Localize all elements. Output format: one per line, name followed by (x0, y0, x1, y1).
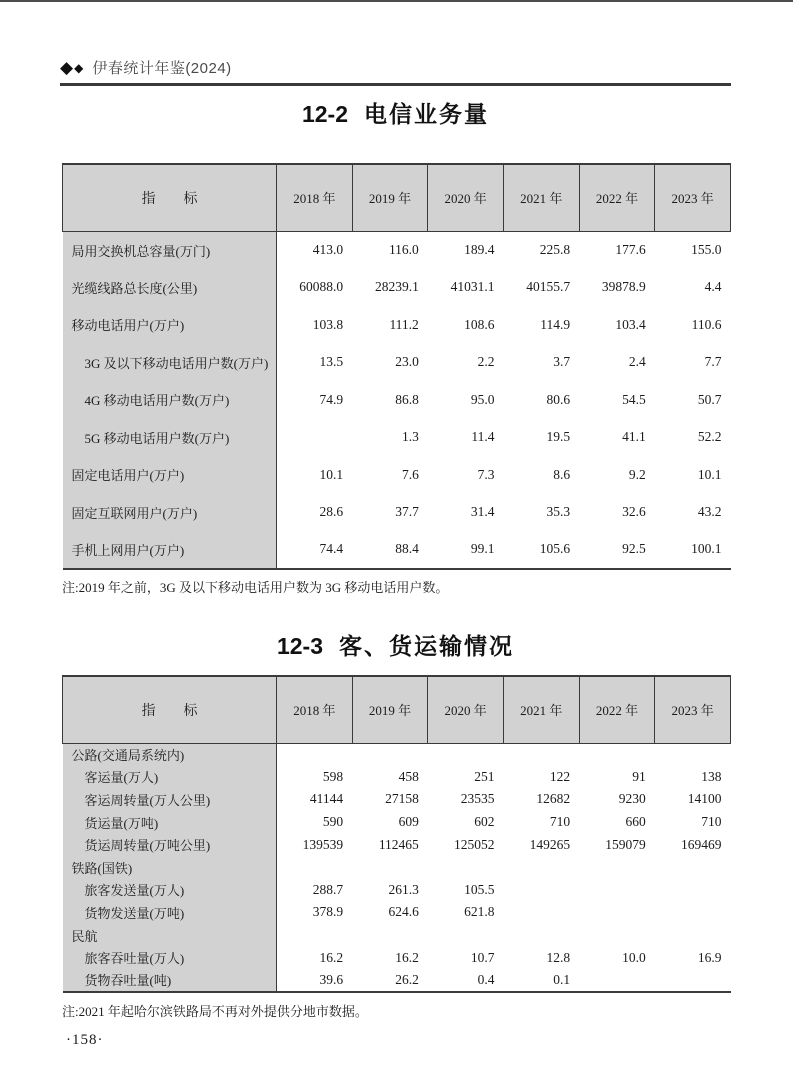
row-label: 光缆线路总长度(公里) (63, 269, 277, 307)
value-cell: 16.2 (352, 946, 428, 969)
table2-number: 12-3 (276, 633, 324, 659)
value-cell: 624.6 (352, 901, 428, 924)
indicator-column-header: 指 标 (63, 676, 277, 743)
year-column-header: 2022 年 (579, 676, 655, 743)
table-row (63, 344, 731, 382)
value-cell (579, 901, 655, 924)
value-cell (655, 901, 731, 924)
value-cell: 32.6 (579, 494, 655, 532)
row-label: 旅客吞吐量(万人) (63, 946, 277, 969)
table2-note: 注:2021 年起哈尔滨铁路局不再对外提供分地市数据。 (62, 1004, 368, 1019)
table-row (63, 531, 731, 569)
row-label: 货运量(万吨) (63, 811, 277, 834)
year-column-header: 2020 年 (428, 164, 504, 231)
value-cell: 105.5 (428, 879, 504, 902)
value-cell: 7.3 (428, 456, 504, 494)
value-cell: 598 (277, 766, 353, 789)
row-label: 旅客发送量(万人) (63, 879, 277, 902)
value-cell: 112465 (352, 833, 428, 856)
value-cell: 609 (352, 811, 428, 834)
value-cell (655, 969, 731, 992)
value-cell: 88.4 (352, 531, 428, 569)
table1-note: 注:2019 年之前，3G 及以下移动电话用户数为 3G 移动电话用户数。 (62, 580, 449, 595)
value-cell: 413.0 (277, 231, 353, 269)
row-label: 货物发送量(万吨) (63, 901, 277, 924)
table1-number: 12-2 (301, 101, 349, 127)
value-cell: 86.8 (352, 381, 428, 419)
table2-title (60, 628, 731, 661)
value-cell: 92.5 (579, 531, 655, 569)
row-label: 固定电话用户(万户) (63, 456, 277, 494)
year-column-header: 2022 年 (579, 164, 655, 231)
value-cell: 139539 (277, 833, 353, 856)
row-label: 手机上网用户(万户) (63, 531, 277, 569)
indicator-column-header: 指 标 (63, 164, 277, 231)
table-row (63, 946, 731, 969)
value-cell: 10.0 (579, 946, 655, 969)
table-row (63, 856, 731, 879)
value-cell: 28.6 (277, 494, 353, 532)
value-cell: 3.7 (503, 344, 579, 382)
year-column-header: 2020 年 (428, 676, 504, 743)
value-cell: 16.2 (277, 946, 353, 969)
value-cell (428, 924, 504, 947)
year-column-header: 2018 年 (277, 164, 353, 231)
value-cell: 19.5 (503, 419, 579, 457)
value-cell (277, 924, 353, 947)
value-cell: 41031.1 (428, 269, 504, 307)
header-row (63, 164, 731, 231)
value-cell: 122 (503, 766, 579, 789)
value-cell: 12682 (503, 788, 579, 811)
value-cell: 39878.9 (579, 269, 655, 307)
value-cell: 114.9 (503, 306, 579, 344)
value-cell: 189.4 (428, 231, 504, 269)
value-cell: 2.4 (579, 344, 655, 382)
table-row (63, 969, 731, 992)
value-cell: 149265 (503, 833, 579, 856)
value-cell: 0.1 (503, 969, 579, 992)
value-cell: 39.6 (277, 969, 353, 992)
value-cell: 103.4 (579, 306, 655, 344)
value-cell (277, 856, 353, 879)
row-label: 铁路(国铁) (63, 856, 277, 879)
table1-title (60, 96, 731, 129)
value-cell: 159079 (579, 833, 655, 856)
table-row (63, 879, 731, 902)
transport-table (62, 675, 731, 993)
value-cell: 1.3 (352, 419, 428, 457)
row-label: 客运周转量(万人公里) (63, 788, 277, 811)
table-row (63, 743, 731, 766)
value-cell: 103.8 (277, 306, 353, 344)
value-cell: 60088.0 (277, 269, 353, 307)
table-row (63, 494, 731, 532)
value-cell: 12.8 (503, 946, 579, 969)
table-row (63, 811, 731, 834)
value-cell: 74.4 (277, 531, 353, 569)
value-cell: 602 (428, 811, 504, 834)
value-cell (655, 856, 731, 879)
value-cell (579, 743, 655, 766)
value-cell: 91 (579, 766, 655, 789)
value-cell: 99.1 (428, 531, 504, 569)
value-cell: 105.6 (503, 531, 579, 569)
value-cell (352, 743, 428, 766)
value-cell: 10.1 (655, 456, 731, 494)
row-label: 固定互联网用户(万户) (63, 494, 277, 532)
value-cell: 9230 (579, 788, 655, 811)
value-cell: 54.5 (579, 381, 655, 419)
value-cell: 0.4 (428, 969, 504, 992)
value-cell: 7.7 (655, 344, 731, 382)
table2-name: 客、货运输情况 (339, 633, 515, 659)
page-top-edge (0, 0, 793, 2)
value-cell: 710 (655, 811, 731, 834)
row-label: 局用交换机总容量(万门) (63, 231, 277, 269)
diamond-icon: ◆ (60, 58, 74, 77)
value-cell: 23535 (428, 788, 504, 811)
value-cell: 13.5 (277, 344, 353, 382)
table-row (63, 456, 731, 494)
value-cell (503, 856, 579, 879)
value-cell: 108.6 (428, 306, 504, 344)
value-cell: 10.1 (277, 456, 353, 494)
value-cell: 177.6 (579, 231, 655, 269)
yearbook-title: 伊春统计年鉴(2024) (92, 60, 232, 77)
table-row (63, 788, 731, 811)
value-cell: 26.2 (352, 969, 428, 992)
value-cell: 28239.1 (352, 269, 428, 307)
table1-name: 电信业务量 (364, 101, 490, 127)
value-cell: 660 (579, 811, 655, 834)
value-cell: 10.7 (428, 946, 504, 969)
running-head (60, 57, 731, 86)
value-cell (277, 419, 353, 457)
value-cell: 261.3 (352, 879, 428, 902)
value-cell: 37.7 (352, 494, 428, 532)
year-column-header: 2023 年 (655, 676, 731, 743)
value-cell (277, 743, 353, 766)
value-cell: 74.9 (277, 381, 353, 419)
value-cell: 155.0 (655, 231, 731, 269)
value-cell: 7.6 (352, 456, 428, 494)
value-cell: 8.6 (503, 456, 579, 494)
value-cell: 16.9 (655, 946, 731, 969)
table-row (63, 924, 731, 947)
value-cell: 125052 (428, 833, 504, 856)
value-cell: 31.4 (428, 494, 504, 532)
row-label: 民航 (63, 924, 277, 947)
telecom-business-table (62, 163, 731, 570)
value-cell: 52.2 (655, 419, 731, 457)
value-cell: 41.1 (579, 419, 655, 457)
page-number: ·158· (66, 1032, 104, 1048)
value-cell (503, 901, 579, 924)
value-cell (579, 924, 655, 947)
row-label: 4G 移动电话用户数(万户) (63, 381, 277, 419)
table-row (63, 269, 731, 307)
table-row (63, 419, 731, 457)
value-cell: 50.7 (655, 381, 731, 419)
table-row (63, 766, 731, 789)
value-cell (655, 924, 731, 947)
value-cell: 35.3 (503, 494, 579, 532)
value-cell: 11.4 (428, 419, 504, 457)
value-cell: 27158 (352, 788, 428, 811)
year-column-header: 2021 年 (503, 164, 579, 231)
value-cell: 225.8 (503, 231, 579, 269)
row-label: 5G 移动电话用户数(万户) (63, 419, 277, 457)
value-cell (579, 856, 655, 879)
year-column-header: 2019 年 (352, 164, 428, 231)
value-cell: 95.0 (428, 381, 504, 419)
value-cell: 378.9 (277, 901, 353, 924)
year-column-header: 2018 年 (277, 676, 353, 743)
value-cell: 458 (352, 766, 428, 789)
year-column-header: 2021 年 (503, 676, 579, 743)
row-label: 公路(交通局系统内) (63, 743, 277, 766)
table-row (63, 381, 731, 419)
row-label: 3G 及以下移动电话用户数(万户) (63, 344, 277, 382)
value-cell: 710 (503, 811, 579, 834)
table-row (63, 306, 731, 344)
value-cell: 100.1 (655, 531, 731, 569)
value-cell: 590 (277, 811, 353, 834)
value-cell (428, 856, 504, 879)
value-cell (503, 743, 579, 766)
table-row (63, 833, 731, 856)
value-cell (655, 879, 731, 902)
value-cell: 621.8 (428, 901, 504, 924)
value-cell: 110.6 (655, 306, 731, 344)
value-cell: 14100 (655, 788, 731, 811)
value-cell: 138 (655, 766, 731, 789)
value-cell (503, 879, 579, 902)
value-cell: 116.0 (352, 231, 428, 269)
value-cell: 288.7 (277, 879, 353, 902)
row-label: 客运量(万人) (63, 766, 277, 789)
table-row (63, 231, 731, 269)
table-row (63, 901, 731, 924)
value-cell: 23.0 (352, 344, 428, 382)
header-row (63, 676, 731, 743)
value-cell: 2.2 (428, 344, 504, 382)
value-cell (352, 924, 428, 947)
value-cell: 251 (428, 766, 504, 789)
row-label: 货运周转量(万吨公里) (63, 833, 277, 856)
year-column-header: 2023 年 (655, 164, 731, 231)
row-label: 货物吞吐量(吨) (63, 969, 277, 992)
value-cell: 40155.7 (503, 269, 579, 307)
value-cell: 41144 (277, 788, 353, 811)
value-cell: 9.2 (579, 456, 655, 494)
value-cell (352, 856, 428, 879)
value-cell (428, 743, 504, 766)
value-cell: 111.2 (352, 306, 428, 344)
value-cell (503, 924, 579, 947)
value-cell (579, 879, 655, 902)
value-cell (655, 743, 731, 766)
value-cell: 43.2 (655, 494, 731, 532)
value-cell: 80.6 (503, 381, 579, 419)
value-cell (579, 969, 655, 992)
year-column-header: 2019 年 (352, 676, 428, 743)
value-cell: 4.4 (655, 269, 731, 307)
value-cell: 169469 (655, 833, 731, 856)
diamond-icon: ◆ (74, 60, 84, 75)
row-label: 移动电话用户(万户) (63, 306, 277, 344)
